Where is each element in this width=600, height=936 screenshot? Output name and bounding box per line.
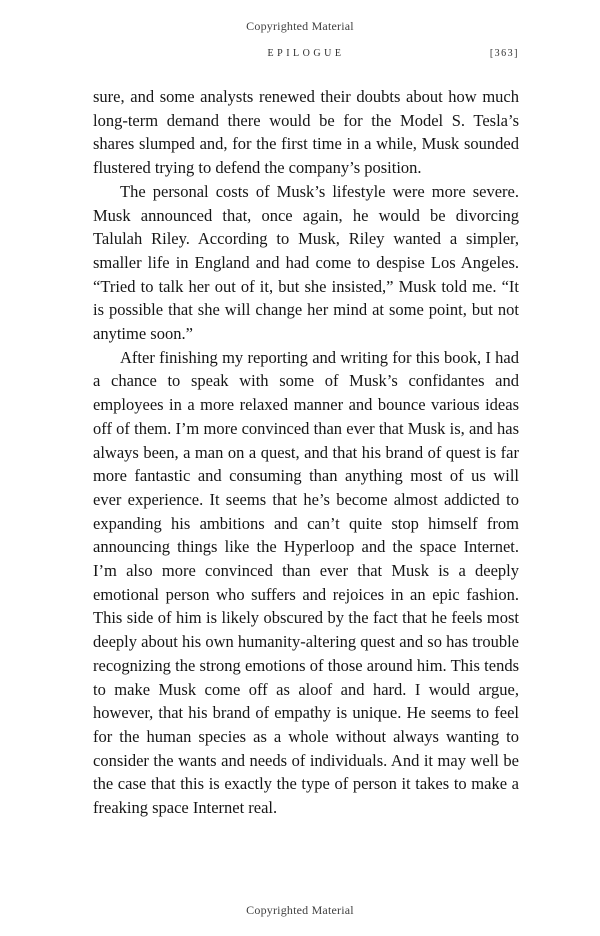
paragraph: The personal costs of Musk’s lifestyle were more severe. Musk announced that, once again, he would be divorcing Talulah Riley. According to Musk, Riley wanted a simpler, smaller life in England and had come to despise Los Angeles. “Tried to talk her out of it, but she insisted,” Musk told me. “It is possible that she will change her mind at some point, but not anytime soon.”: [93, 181, 519, 344]
copyright-notice-top: Copyrighted Material: [246, 19, 354, 33]
running-head: [93, 48, 519, 62]
body-text: [93, 85, 519, 820]
copyright-notice-bottom: Copyrighted Material: [246, 903, 354, 917]
paragraph: sure, and some analysts renewed their doubts about how much long-term demand there would be for the Model S. Tesla’s shares slumped and, for the first time in a while, Musk sounded flustered trying to defend the company’s position.: [93, 87, 519, 178]
page-number: [363]: [489, 48, 519, 59]
chapter-title: EPILOGUE: [267, 48, 345, 59]
paragraph: After finishing my reporting and writing for this book, I had a chance to speak with some of Musk’s confidantes and employees in a more relaxed manner and bounce various ideas off of them. I’m more convinced than ever that Musk is, and has always been, a man on a quest, and that his brand of quest is far more fantastic and consuming than anything most of us will ever experience. It seems that he’s become almost addicted to expanding his ambitions and can’t quite stop himself from announcing things like the Hyperloop and the space Internet. I’m also more convinced than ever that Musk is a deeply emotional person who suffers and rejoices in an epic fashion. This side of him is likely obscured by the fact that he feels most deeply about his own humanity-altering quest and so has trouble recognizing the strong emotions of those around him. This tends to make Musk come off as aloof and hard. I would argue, however, that his brand of empathy is unique. He seems to feel for the human species as a whole without always wanting to consider the wants and needs of individuals. And it may well be the case that this is exactly the type of person it takes to make a freaking space Internet real.: [93, 347, 519, 818]
